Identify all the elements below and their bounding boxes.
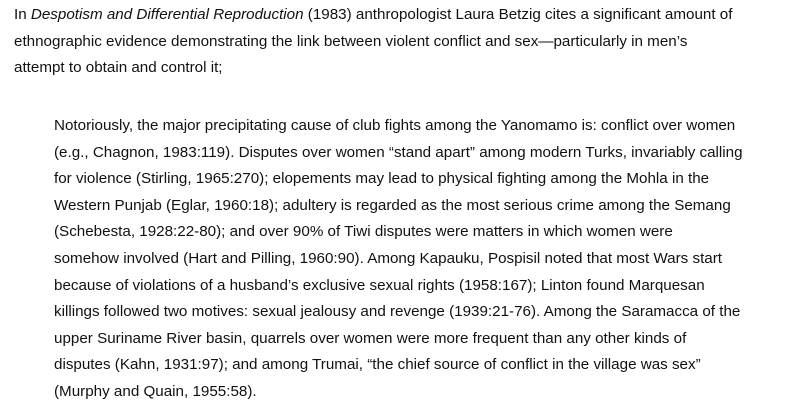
book-title: Despotism and Differential Reproduction bbox=[30, 6, 304, 23]
quote-line: for violence (Stirling, 1965:270); elopements may lead to physical fighting among the Mohla in the bbox=[54, 170, 710, 188]
quote-line: (e.g., Chagnon, 1983:119). Disputes over women “stand apart” among modern Turks, invariably calling bbox=[54, 143, 743, 161]
quote-line: upper Suriname River basin, quarrels over women were more frequent than any other kinds of bbox=[54, 329, 687, 347]
quote-line: Western Punjab (Eglar, 1960:18); adultery is regarded as the most serious crime among the Semang bbox=[54, 196, 731, 214]
block-quote bbox=[54, 113, 778, 406]
quote-line: disputes (Kahn, 1931:97); and among Trumai, “the chief source of conflict in the village was sex” bbox=[54, 356, 701, 374]
intro-line-1 bbox=[14, 2, 780, 29]
quote-line: somehow involved (Hart and Pilling, 1960:90). Among Kapauku, Pospisil noted that most Wars start bbox=[54, 249, 723, 267]
intro-paragraph bbox=[14, 2, 780, 82]
quote-line: killings followed two motives: sexual jealousy and revenge (1939:21-76). Among the Saramacca of the bbox=[54, 303, 741, 321]
quote-line: because of violations of a husband’s exclusive sexual rights (1958:167); Linton found Marquesan bbox=[54, 276, 705, 294]
intro-line-1-rest: (1983) anthropologist Laura Betzig cites a significant amount of bbox=[303, 6, 733, 23]
intro-prefix: In bbox=[14, 6, 31, 23]
quote-line: (Murphy and Quain, 1955:58). bbox=[54, 382, 257, 400]
intro-line-3: attempt to obtain and control it; bbox=[14, 59, 223, 76]
quote-line: Notoriously, the major precipitating cause of club fights among the Yanomamo is: conflict over women bbox=[54, 117, 736, 134]
intro-line-2: ethnographic evidence demonstrating the link between violent conflict and sex—particularly in men’s bbox=[14, 32, 688, 50]
quote-line: (Schebesta, 1928:22-80); and over 90% of Tiwi disputes were matters in which women were bbox=[54, 223, 673, 241]
